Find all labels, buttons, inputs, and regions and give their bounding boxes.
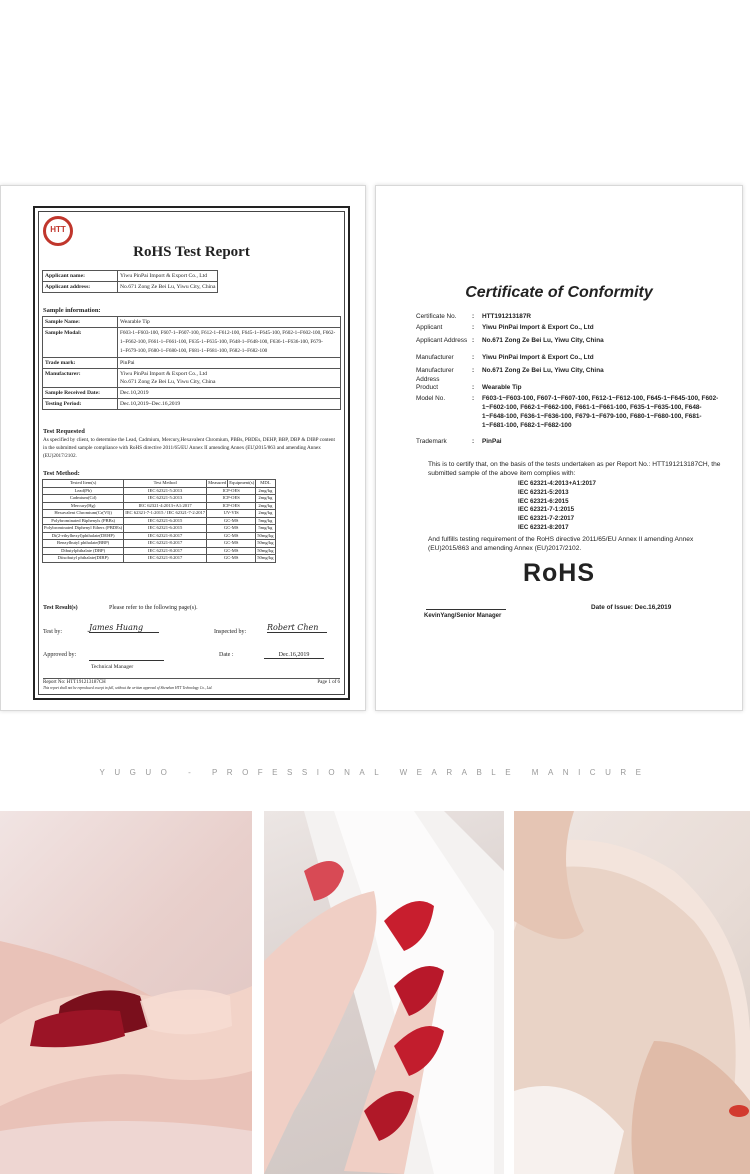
method-cell: 50mg/kg bbox=[257, 540, 274, 545]
rohs-mark: RoHS bbox=[522, 559, 596, 587]
coc-field-label: Model No. bbox=[416, 395, 446, 402]
applicant-name: Yiwu PinPai Import & Export Co., Ltd bbox=[118, 271, 218, 282]
applicant-address: No.671 Zong Ze Bei Lu, Yiwu City, China bbox=[118, 282, 218, 293]
method-cell: GC-MS bbox=[207, 532, 256, 540]
method-cell: IEC 62321-8:2017 bbox=[124, 532, 207, 540]
method-cell: Hexavalent Chromium(Cr(VI)) bbox=[43, 510, 124, 518]
test-method-table bbox=[42, 479, 276, 563]
approved-role: Technical Manager bbox=[91, 664, 134, 670]
coc-field-label: Applicant Address bbox=[416, 337, 468, 344]
testing-period-label: Testing Period: bbox=[43, 399, 118, 410]
method-cell: GC-MS bbox=[207, 555, 256, 563]
coc-field-label: Certificate No. bbox=[416, 313, 457, 320]
coc-standard: IEC 62321-6:2015 bbox=[518, 497, 569, 505]
method-row bbox=[43, 525, 276, 533]
coc-field-row bbox=[416, 383, 722, 392]
method-cell: 50mg/kg bbox=[257, 547, 274, 553]
method-row bbox=[43, 517, 276, 525]
coc-field-row bbox=[416, 312, 722, 321]
method-cell: Cadmium(Cd) bbox=[43, 495, 124, 503]
approved-by-label: Approved by: bbox=[43, 652, 77, 658]
method-cell: ICP-OES bbox=[207, 487, 256, 495]
coc-field-value: Wearable Tip bbox=[482, 384, 522, 391]
manufacturer-label: Manufacturer: bbox=[43, 369, 118, 388]
received-date-label: Sample Received Date: bbox=[43, 388, 118, 399]
method-header-cell: Equipment(s) bbox=[229, 480, 255, 485]
method-cell: IEC 62321-4:2013+A1:2017 bbox=[124, 502, 207, 510]
coc-field-row bbox=[416, 323, 722, 332]
coc-field-row bbox=[416, 394, 722, 430]
method-cell: Diisobutyl phthalate(DIBP) bbox=[43, 555, 124, 563]
coc-field-colon: : bbox=[472, 354, 475, 361]
coc-field-value: No.671 Zong Ze Bei Lu, Yiwu City, China bbox=[482, 367, 604, 374]
report-inner-frame bbox=[38, 211, 345, 695]
coc-field-label: Trademark bbox=[416, 438, 447, 445]
method-cell: Dibutylphthalate (DBP) bbox=[43, 547, 124, 555]
method-cell: IEC 62321-5:2013 bbox=[124, 487, 207, 495]
coc-field-colon: : bbox=[472, 438, 475, 445]
method-row bbox=[43, 547, 276, 555]
method-cell: 2mg/kg bbox=[256, 502, 275, 510]
coc-field-value: PinPai bbox=[482, 438, 502, 445]
date-value: Dec.16,2019 bbox=[264, 652, 324, 659]
method-cell: GC-MS bbox=[207, 547, 256, 555]
method-cell: Lead(Pb) bbox=[43, 487, 124, 495]
applicant-address-label: Applicant address: bbox=[43, 282, 118, 293]
coc-field-row bbox=[416, 366, 722, 384]
coc-standard: IEC 62321-4:2013+A1:2017 bbox=[518, 480, 596, 487]
coc-signatory: KevinYang/Senior Manager bbox=[424, 613, 502, 619]
coc-field-row bbox=[416, 353, 722, 362]
method-cell: IEC 62321-8:2017 bbox=[124, 540, 207, 548]
footer-note: This report shall not be reproduced except in full, without the written approval of Shenzhen HTT Technology Co., Ltd. bbox=[43, 686, 213, 690]
coc-field-value: F603-1~F603-100, F607-1~F607-100, F612-1~F612-100, F645-1~F645-100, F602-1~F602-100, F662-1~F662-100, F661-1~F661-100, F635-1~F635-100, F648-1~F648-100, F636-1~F636-100, F679-1~F679-100, F680-1~F680-100, F681-1~F681-100, F682-1~F682-100 bbox=[482, 395, 719, 429]
coc-fulfils-text: And fulfills testing requirement of the RoHS directive 2011/65/EU Annex II amending Annex (EU)2015/863 and amending Annex (EU)2017/2102. bbox=[428, 536, 694, 552]
coc-field-colon: : bbox=[472, 324, 475, 331]
coc-field-label: Manufacturer bbox=[416, 354, 454, 361]
coc-certify-text: This is to certify that, on the basis of the tests undertaken as per Report No.: HTT191213187CH, the submitted sample of the above item complies with: bbox=[428, 461, 721, 477]
method-cell: IEC 62321-8:2017 bbox=[124, 547, 207, 555]
method-cell: 2mg/kg bbox=[256, 510, 275, 518]
coc-field-label: Manufacturer Address bbox=[416, 367, 454, 383]
photo-applying-red-nail bbox=[0, 811, 252, 1174]
sample-table bbox=[42, 316, 341, 410]
method-cell: IEC 62321-5:2013 bbox=[124, 495, 207, 503]
method-cell: 50mg/kg bbox=[257, 555, 274, 560]
test-by-label: Test by: bbox=[43, 629, 63, 635]
report-title: RoHS Test Report bbox=[133, 244, 250, 260]
method-row bbox=[43, 502, 276, 510]
method-cell: GC-MS bbox=[207, 517, 256, 525]
photo-belly-hands bbox=[514, 811, 750, 1174]
method-row bbox=[43, 532, 276, 540]
method-cell: 5mg/kg bbox=[256, 517, 275, 525]
test-result-label: Test Result(s) bbox=[43, 605, 78, 611]
method-cell: 2mg/kg bbox=[256, 495, 275, 503]
coc-field-row bbox=[416, 336, 722, 345]
method-cell: IEC 62321-7-1:2015 / IEC 62321-7-2:2017 bbox=[125, 510, 206, 515]
coc-field-value: Yiwu PinPai Import & Export Co., Ltd bbox=[482, 324, 594, 331]
trade-mark-label: Trade mark: bbox=[43, 358, 118, 369]
coc-field-value: HTT191213187R bbox=[482, 313, 532, 320]
method-header-cell: MDL bbox=[256, 480, 275, 488]
method-cell: ICP-OES bbox=[207, 502, 256, 510]
coc-field-value: No.671 Zong Ze Bei Lu, Yiwu City, China bbox=[482, 337, 604, 344]
method-cell: Di(2-ethylhexyl)phthalate(DEHP) bbox=[43, 532, 124, 540]
trade-mark: PinPai bbox=[118, 358, 341, 369]
applicant-table bbox=[42, 270, 218, 293]
coc-field-row bbox=[416, 437, 722, 446]
htt-logo-icon bbox=[43, 216, 73, 246]
coc-standard: IEC 62321-8:2017 bbox=[518, 524, 569, 531]
coc-date-of-issue: Date of Issue: Dec.16,2019 bbox=[591, 604, 672, 611]
testing-period: Dec.10,2019~Dec.16,2019 bbox=[118, 399, 341, 410]
method-cell: IEC 62321-8:2017 bbox=[124, 555, 207, 563]
date-label: Date : bbox=[219, 652, 234, 658]
coc-field-value: Yiwu PinPai Import & Export Co., Ltd bbox=[482, 354, 594, 361]
method-header-cell: Test Method bbox=[124, 480, 207, 488]
test-method-heading: Test Method: bbox=[43, 470, 80, 477]
sample-name-label: Sample Name: bbox=[43, 317, 118, 328]
report-footer bbox=[43, 678, 340, 685]
test-requested-text: As specified by client, to determine the Lead, Cadmium, Mercury,Hexavalent Chromium, PBBs, PBDEs, DEHP, BBP, DBP & DIBP content in the submitted sample compliance with RoHS directive 2011/65/EU Annex II amending Annex (EU)2015/863 and amending Annex (EU)2017/2102. bbox=[43, 437, 335, 459]
inspected-by-signature: Robert Chen bbox=[267, 623, 327, 633]
method-row bbox=[43, 495, 276, 503]
received-date: Dec.10,2019 bbox=[118, 388, 341, 399]
method-row bbox=[43, 487, 276, 495]
method-row bbox=[43, 510, 276, 518]
coc-standard: IEC 62321-7-1:2015 bbox=[518, 506, 575, 514]
coc-field-colon: : bbox=[472, 395, 475, 402]
method-cell: IEC 62321-6:2015 bbox=[124, 517, 207, 525]
coc-title: Certificate of Conformity bbox=[465, 284, 653, 301]
sample-info-heading: Sample information: bbox=[43, 307, 101, 314]
method-cell: Polybrominated Biphenyls (PBBs) bbox=[43, 517, 124, 525]
report-frame bbox=[33, 206, 350, 700]
photo-belly-hands-art bbox=[514, 811, 750, 1174]
approved-by-line bbox=[89, 652, 164, 663]
inspected-by-label: Inspected by: bbox=[214, 629, 247, 635]
sample-model: F603-1~F603-100, F607-1~F607-100, F612-1~F612-100, F645-1~F645-100, F602-1~F602-100, F662-1~F662-100, F661-1~F661-100, F635-1~F635-100, F648-1~F648-100, F636-1~F636-100, F679-1~F679-100, F680-1~F680-100, F681-1~F681-100, F682-1~F682-100 bbox=[118, 328, 341, 358]
method-header-row bbox=[43, 480, 276, 488]
manufacturer-name: Yiwu PinPai Import & Export Co., Ltd bbox=[120, 371, 208, 377]
method-cell: 50mg/kg bbox=[257, 532, 274, 538]
test-by-signature: James Huang bbox=[89, 623, 159, 633]
photo-applying-red-nail-art bbox=[0, 811, 252, 1174]
report-number: Report No: HTT191213187CH bbox=[43, 680, 106, 685]
certificate-of-conformity bbox=[375, 185, 743, 711]
sample-name: Wearable Tip bbox=[118, 317, 341, 328]
coc-field-label: Applicant bbox=[416, 324, 443, 331]
method-header-cell: Tested Item(s) bbox=[43, 480, 124, 488]
test-requested-heading: Test Requested bbox=[43, 428, 85, 435]
coc-field-colon: : bbox=[472, 337, 475, 344]
method-cell: GC-MS bbox=[207, 540, 256, 548]
coc-field-colon: : bbox=[472, 384, 475, 391]
signature-line bbox=[426, 609, 506, 610]
method-cell: Polybrominated Diphenyl Ethers (PBDEs) bbox=[44, 525, 123, 530]
method-cell: Mercury(Hg) bbox=[43, 502, 124, 510]
coc-field-colon: : bbox=[472, 367, 475, 374]
test-by-signature-line bbox=[89, 623, 159, 633]
method-cell: 5mg/kg bbox=[256, 525, 275, 533]
coc-standard: IEC 62321-7-2:2017 bbox=[518, 515, 575, 523]
method-cell: GC-MS bbox=[207, 525, 256, 533]
photo-ombre-nails-with-file bbox=[264, 811, 504, 1174]
photo-ombre-nails-art bbox=[264, 811, 504, 1174]
method-cell: UV-VIS bbox=[207, 510, 256, 518]
date-value-line bbox=[264, 652, 324, 659]
manufacturer-address: No.671 Zong Ze Bei Lu, Yiwu City, China bbox=[120, 379, 216, 385]
page-number: Page 1 of 6 bbox=[317, 680, 340, 685]
method-body bbox=[43, 487, 276, 562]
rohs-test-report-certificate bbox=[0, 185, 366, 711]
brand-banner: YUGUO - PROFESSIONAL WEARABLE MANICURE bbox=[99, 768, 651, 777]
coc-field-label: Product bbox=[416, 384, 439, 391]
coc-standard: IEC 62321-5:2013 bbox=[518, 488, 569, 496]
method-cell: IEC 62321-6:2015 bbox=[124, 525, 207, 533]
method-row bbox=[43, 540, 276, 548]
method-cell: ICP-OES bbox=[207, 495, 256, 503]
applicant-name-label: Applicant name: bbox=[43, 271, 118, 282]
method-row bbox=[43, 555, 276, 563]
coc-field-colon: : bbox=[472, 313, 475, 320]
method-cell: Benzylbutyl phthalate(BBP) bbox=[43, 540, 124, 548]
method-cell: 2mg/kg bbox=[256, 487, 275, 495]
test-result-text: Please refer to the following page(s). bbox=[109, 605, 198, 611]
htt-logo-text: HTT bbox=[50, 225, 66, 234]
inspected-by-signature-line bbox=[267, 623, 327, 633]
method-header-cell: Measured bbox=[208, 480, 227, 485]
sample-model-label: Sample Modal: bbox=[43, 328, 118, 358]
